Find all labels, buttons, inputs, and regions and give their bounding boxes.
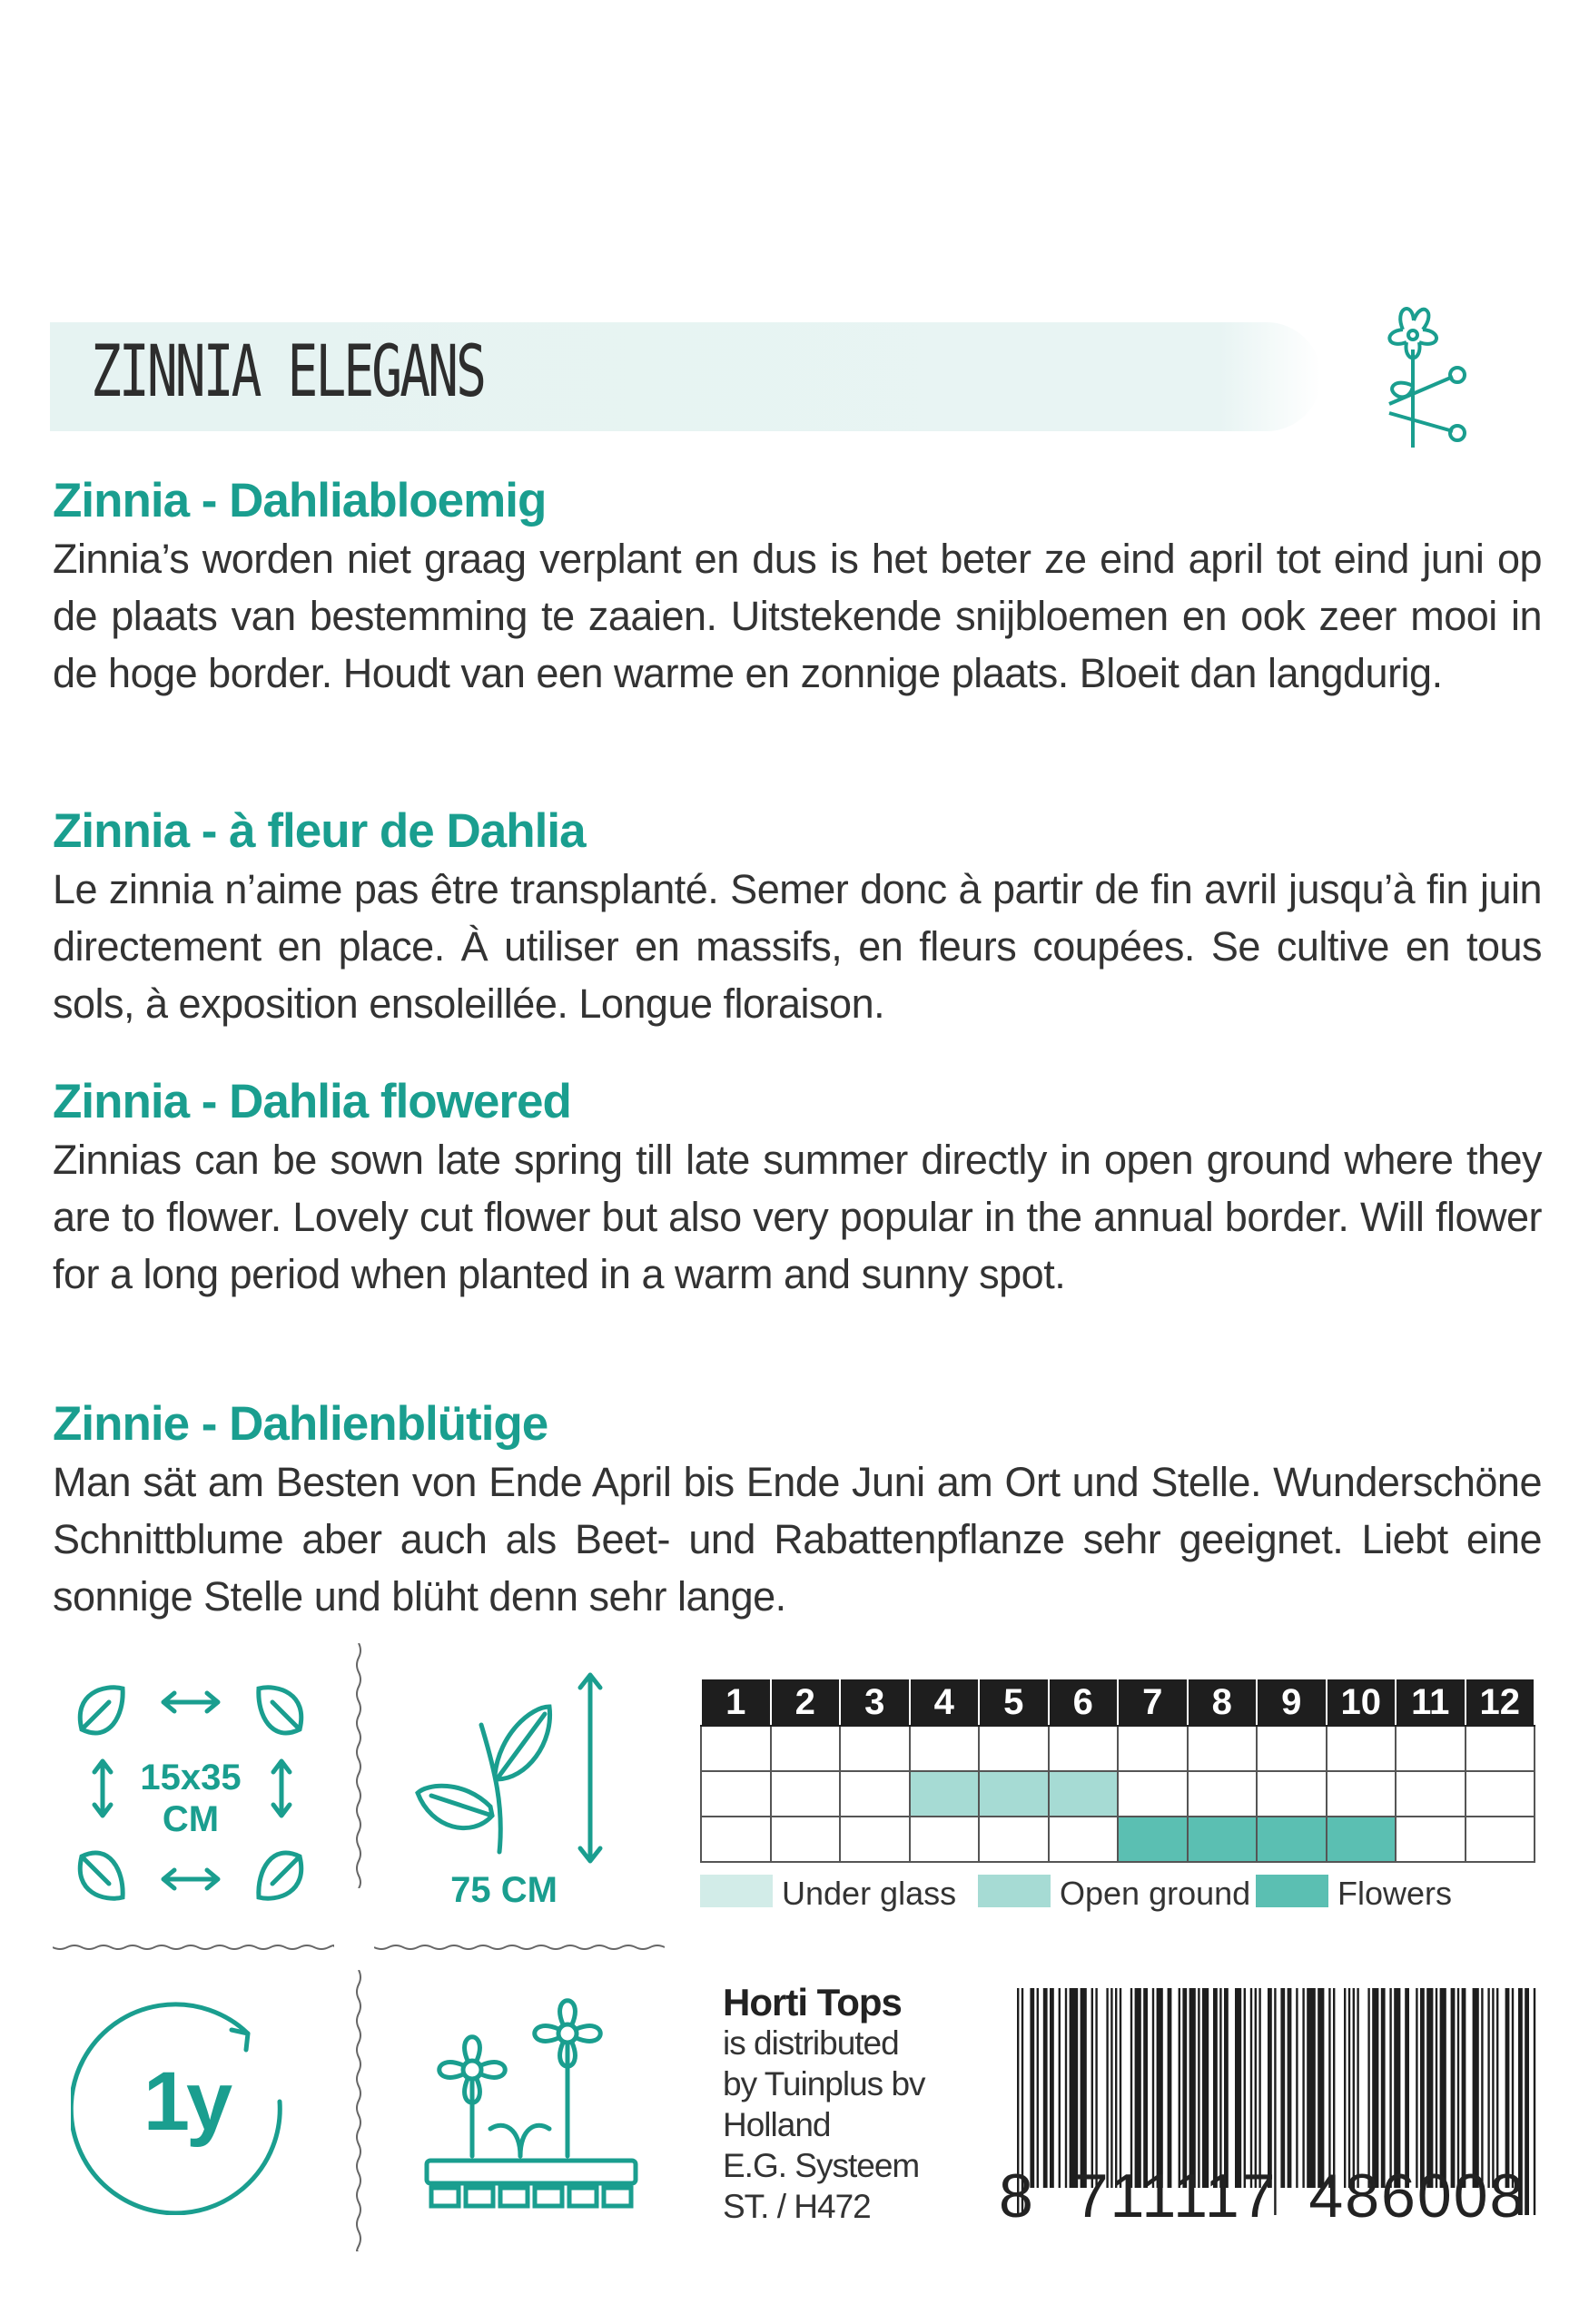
month-cell: 11 <box>1396 1679 1466 1726</box>
barcode-bar <box>1081 1988 1087 2188</box>
month-cell: 3 <box>840 1679 910 1726</box>
distributor-line: E.G. Systeem <box>723 2147 920 2184</box>
barcode-bar <box>1095 1988 1097 2188</box>
barcode-bar <box>1224 1988 1229 2188</box>
barcode-bar <box>1189 1988 1196 2188</box>
barcode-bar <box>1157 1988 1163 2188</box>
barcode-bar <box>1462 1988 1466 2188</box>
barcode-bar <box>1328 1988 1330 2188</box>
barcode-bar <box>1115 1988 1117 2188</box>
calendar-cell <box>1327 1726 1397 1771</box>
calendar-cell <box>1466 1771 1535 1817</box>
barcode-bar <box>1505 1988 1510 2188</box>
barcode-left-digits: 711117 <box>1073 2162 1278 2230</box>
barcode-bar <box>1065 1988 1067 2188</box>
calendar-cell <box>1396 1771 1466 1817</box>
calendar-cell <box>1118 1817 1188 1862</box>
barcode-bar <box>1487 1988 1489 2188</box>
calendar-cell <box>979 1817 1049 1862</box>
calendar-cell <box>910 1771 980 1817</box>
calendar-row-open-ground <box>701 1771 1535 1817</box>
barcode-bar <box>1106 1988 1108 2188</box>
barcode-bar <box>1135 1988 1141 2188</box>
divider <box>53 1943 334 1952</box>
section-dutch <box>53 472 1542 702</box>
calendar-cell <box>1327 1771 1397 1817</box>
legend-label: Flowers <box>1337 1875 1453 1912</box>
month-cell: 7 <box>1118 1679 1188 1726</box>
barcode-bar <box>1302 1988 1304 2188</box>
section-german <box>53 1395 1542 1625</box>
barcode-number <box>999 2161 1544 2231</box>
barcode-bar <box>1030 1988 1034 2188</box>
barcode-bar <box>1372 1988 1378 2188</box>
month-cell: 9 <box>1257 1679 1327 1726</box>
barcode-right-digits: 486008 <box>1308 2162 1526 2230</box>
month-cell: 8 <box>1188 1679 1258 1726</box>
calendar-cell <box>1049 1771 1119 1817</box>
section-heading: Zinnie - Dahlienblütige <box>53 1397 548 1451</box>
barcode-bar <box>1258 1988 1260 2188</box>
barcode-bar <box>1357 1988 1358 2188</box>
barcode-bar <box>1198 1988 1199 2188</box>
barcode-bar <box>1244 1988 1246 2188</box>
barcode-bar <box>1457 1988 1459 2188</box>
barcode-bar <box>1344 1988 1346 2188</box>
barcode-bar <box>1288 1988 1292 2188</box>
distributor-line: is distributed <box>723 2024 899 2062</box>
section-french <box>53 803 1542 1032</box>
barcode-bar <box>1353 1988 1355 2188</box>
calendar-cell <box>1118 1726 1188 1771</box>
sowing-calendar <box>700 1678 1535 1863</box>
section-body: Zinnia’s worden niet graag verplant en dus is het beter ze eind april tot eind juni op de plaats van bestemming te zaaien. Uitstekende snijbloemen en ook zeer mooi in de hoge border. Houdt van een warme en zonnige plaats. Bloeit dan langdurig. <box>53 536 1542 696</box>
calendar-cell <box>1466 1726 1535 1771</box>
barcode-bar <box>1389 1988 1391 2188</box>
barcode-bar <box>1050 1988 1054 2188</box>
month-cell: 4 <box>910 1679 980 1726</box>
barcode-bar <box>1492 1988 1494 2188</box>
flower-scissors-icon <box>1367 295 1485 454</box>
barcode-bar <box>1451 1988 1456 2188</box>
calendar-cell <box>1188 1726 1258 1771</box>
barcode-bar <box>1436 1988 1437 2188</box>
barcode-bar <box>1143 1988 1148 2188</box>
barcode-bar <box>1481 1988 1483 2188</box>
barcode-bar <box>1037 1988 1039 2188</box>
brand-name: Horti Tops <box>723 1981 902 2024</box>
barcode-bar <box>1179 1988 1180 2188</box>
calendar-months-row <box>701 1679 1535 1726</box>
calendar-cell <box>1049 1817 1119 1862</box>
barcode-bar <box>1367 1988 1369 2188</box>
divider <box>374 1943 665 1952</box>
barcode-bar <box>1307 1988 1316 2188</box>
month-cell: 2 <box>771 1679 841 1726</box>
calendar-cell <box>910 1726 980 1771</box>
barcode-bar <box>1213 1988 1218 2188</box>
section-body: Le zinnia n’aime pas être transplanté. Semer donc à partir de fin avril jusqu’à fin juin directement en place. À utiliser en massifs, en fleurs coupées. Se cultive en tous sols, à exposition ensoleillée. Longue floraison. <box>53 866 1542 1027</box>
barcode-bar <box>1202 1988 1209 2188</box>
section-heading: Zinnia - Dahlia flowered <box>53 1075 571 1128</box>
barcode-bar <box>1296 1988 1298 2188</box>
divider <box>354 1643 363 1888</box>
calendar-row-under-glass <box>701 1726 1535 1771</box>
section-heading: Zinnia - à fleur de Dahlia <box>53 804 586 858</box>
barcode-bar <box>1318 1988 1324 2188</box>
month-cell: 5 <box>979 1679 1049 1726</box>
divider <box>354 1970 363 2251</box>
spacing-unit: CM <box>162 1799 220 1839</box>
calendar-cell <box>771 1771 841 1817</box>
calendar-cell <box>1188 1817 1258 1862</box>
distributor-line: by Tuinplus bv <box>723 2065 925 2102</box>
barcode-bar <box>1416 1988 1417 2188</box>
barcode-bar <box>1268 1988 1272 2188</box>
spacing-label <box>127 1757 254 1840</box>
calendar-cell <box>1466 1817 1535 1862</box>
barcode-bar <box>1348 1988 1350 2188</box>
seedling-tray-icon <box>413 1984 649 2220</box>
calendar-cell <box>910 1817 980 1862</box>
barcode-bar <box>1405 1988 1409 2188</box>
lifecycle-label: 1y <box>143 2055 230 2148</box>
calendar-cell <box>840 1817 910 1862</box>
calendar-cell <box>1396 1817 1466 1862</box>
legend-label: Under glass <box>782 1875 957 1912</box>
calendar-cell <box>701 1726 771 1771</box>
calendar-cell <box>979 1726 1049 1771</box>
calendar-cell <box>840 1726 910 1771</box>
calendar-cell <box>1049 1726 1119 1771</box>
legend-swatch <box>700 1875 773 1907</box>
barcode-bar <box>1091 1988 1093 2188</box>
barcode-bar <box>1280 1988 1285 2188</box>
product-title: ZINNIA ELEGANS <box>91 331 485 413</box>
barcode-bar <box>1152 1988 1154 2188</box>
legend-swatch <box>1256 1875 1328 1907</box>
barcode-bar <box>1250 1988 1252 2188</box>
barcode-bar <box>1426 1988 1433 2188</box>
section-body: Zinnias can be sown late spring till late summer directly in open ground where they are to flower. Lovely cut flower but also very popular in the annual border. Will flower for a long period when planted in a warm and sunny spot. <box>53 1137 1542 1297</box>
barcode-bar <box>1070 1988 1079 2188</box>
legend-label: Open ground <box>1060 1875 1251 1912</box>
barcode-bar <box>1219 1988 1221 2188</box>
calendar-cell <box>1188 1771 1258 1817</box>
height-label: 75 CM <box>450 1870 558 1910</box>
calendar-cell <box>1257 1817 1327 1862</box>
barcode-bar <box>1182 1988 1187 2188</box>
barcode-bar <box>1420 1988 1425 2188</box>
month-cell: 12 <box>1466 1679 1535 1726</box>
section-heading: Zinnia - Dahliabloemig <box>53 474 547 527</box>
barcode-bar <box>1235 1988 1241 2188</box>
distributor-line: ST. / H472 <box>723 2188 871 2225</box>
month-cell: 6 <box>1049 1679 1119 1726</box>
barcode-bar <box>1255 1988 1257 2188</box>
calendar-cell <box>979 1771 1049 1817</box>
barcode-bar <box>1381 1988 1386 2188</box>
barcode-bar <box>1059 1988 1061 2188</box>
calendar-cell <box>771 1726 841 1771</box>
section-body: Man sät am Besten von Ende April bis Ende Juni am Ort und Stelle. Wunderschöne Schnittblume aber auch als Beet- und Rabattenpflanze sehr geeignet. Liebt eine sonnige Stelle und blüht denn sehr lange. <box>53 1459 1542 1620</box>
barcode-bar <box>1333 1988 1335 2188</box>
calendar-cell <box>701 1817 771 1862</box>
barcode-bar <box>1473 1988 1479 2188</box>
barcode-bar <box>1440 1988 1446 2188</box>
barcode-bar <box>1110 1988 1112 2188</box>
calendar-cell <box>1396 1726 1466 1771</box>
calendar-cell <box>771 1817 841 1862</box>
barcode-bar <box>1043 1988 1048 2188</box>
spacing-value: 15x35 <box>140 1758 242 1797</box>
barcode-first-digit: 8 <box>999 2162 1035 2230</box>
calendar-cell <box>1257 1771 1327 1817</box>
month-cell: 10 <box>1327 1679 1397 1726</box>
barcode-bar <box>1168 1988 1172 2188</box>
plant-height-icon <box>409 1670 617 1870</box>
barcode-bar <box>1512 1988 1514 2188</box>
calendar-row-flowers <box>701 1817 1535 1862</box>
calendar-cell <box>1257 1726 1327 1771</box>
calendar-cell <box>701 1771 771 1817</box>
barcode-bar <box>1496 1988 1498 2188</box>
barcode-bar <box>1130 1988 1132 2188</box>
calendar-cell <box>1327 1817 1397 1862</box>
calendar-cell <box>1118 1771 1188 1817</box>
distributor-line: Holland <box>723 2106 831 2143</box>
calendar-cell <box>840 1771 910 1817</box>
section-english <box>53 1073 1542 1303</box>
month-cell: 1 <box>701 1679 771 1726</box>
barcode-bar <box>1394 1988 1400 2188</box>
legend-swatch <box>978 1875 1051 1907</box>
distributor-info <box>723 1982 925 2227</box>
barcode-bar <box>1120 1988 1121 2188</box>
